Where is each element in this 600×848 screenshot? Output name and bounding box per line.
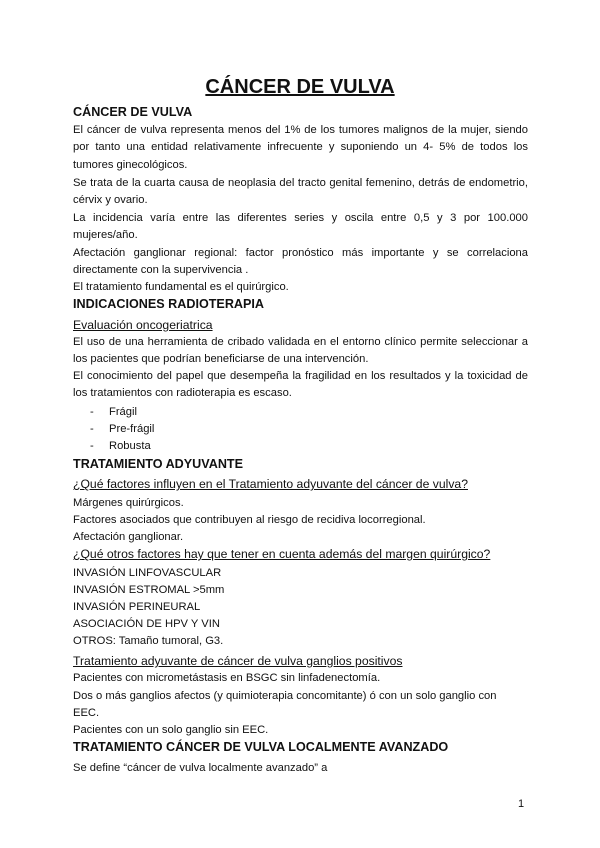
list-item: [90, 404, 137, 421]
subheading-ganglios-positivos: Tratamiento adyuvante de cáncer de vulva ganglios positivos: [73, 654, 403, 668]
paragraph: Se trata de la cuarta causa de neoplasia del tracto genital femenino, detrás de endometrio, cérvix y ovario.: [73, 177, 528, 207]
list-item-text: Pre-frágil: [109, 423, 155, 435]
text-line: INVASIÓN LINFOVASCULAR: [73, 567, 222, 579]
subheading-question-1: ¿Qué factores influyen en el Tratamiento adyuvante del cáncer de vulva?: [73, 477, 468, 491]
text-line: Pacientes con micrometástasis en BSGC sin linfadenectomía.: [73, 672, 381, 684]
section-heading-localmente-avanzado: TRATAMIENTO CÁNCER DE VULVA LOCALMENTE AVANZADO: [73, 740, 449, 754]
list-item: [90, 421, 154, 438]
list-item-text: Robusta: [109, 440, 151, 452]
text-line: Se define “cáncer de vulva localmente avanzado” a: [73, 762, 328, 774]
text-line: Factores asociados que contribuyen al riesgo de recidiva locorregional.: [73, 514, 426, 526]
paragraph: El tratamiento fundamental es el quirúrgico.: [73, 281, 289, 293]
bullet-dash: -: [90, 440, 94, 452]
paragraph: El conocimiento del papel que desempeña la fragilidad en los resultados y la toxicidad de los tratamientos con radioterapia es escaso.: [73, 370, 528, 400]
text-line: INVASIÓN PERINEURAL: [73, 601, 201, 613]
section-heading-indicaciones: INDICACIONES RADIOTERAPIA: [73, 297, 265, 311]
bullet-dash: -: [90, 423, 94, 435]
text-line: INVASIÓN ESTROMAL >5mm: [73, 584, 225, 596]
text-line: Pacientes con un solo ganglio sin EEC.: [73, 724, 269, 736]
paragraph: La incidencia varía entre las diferentes series y oscila entre 0,5 y 3 por 100.000 mujeres/año.: [73, 212, 528, 242]
paragraph: El uso de una herramienta de cribado validada en el entorno clínico permite seleccionar a los pacientes que podrían beneficiarse de una intervención.: [73, 336, 528, 366]
list-item: [90, 438, 151, 455]
subheading-evaluacion: Evaluación oncogeriatrica: [73, 318, 213, 332]
text-line: ASOCIACIÓN DE HPV Y VIN: [73, 618, 220, 630]
text-line: Márgenes quirúrgicos.: [73, 497, 184, 509]
text-line: Afectación ganglionar.: [73, 531, 184, 543]
text-line: OTROS: Tamaño tumoral, G3.: [73, 635, 224, 647]
paragraph: Afectación ganglionar regional: factor pronóstico más importante y se correlaciona directamente con la supervivencia .: [73, 247, 528, 277]
page-title: CÁNCER DE VULVA: [205, 76, 395, 98]
paragraph: Dos o más ganglios afectos (y quimioterapia concomitante) ó con un solo ganglio con EEC.: [73, 690, 497, 720]
section-heading-cancer-vulva: CÁNCER DE VULVA: [73, 105, 193, 119]
section-heading-adyuvante: TRATAMIENTO ADYUVANTE: [73, 457, 244, 471]
page-number: 1: [518, 798, 525, 810]
paragraph: El cáncer de vulva representa menos del 1% de los tumores malignos de la mujer, siendo por tanto una entidad relativamente infrecuente y suponiendo un 4- 5% de todos los tumores ginecológicos.: [73, 124, 528, 171]
subheading-question-2: ¿Qué otros factores hay que tener en cuenta además del margen quirúrgico?: [73, 547, 491, 561]
list-item-text: Frágil: [109, 406, 137, 418]
bullet-dash: -: [90, 406, 94, 418]
